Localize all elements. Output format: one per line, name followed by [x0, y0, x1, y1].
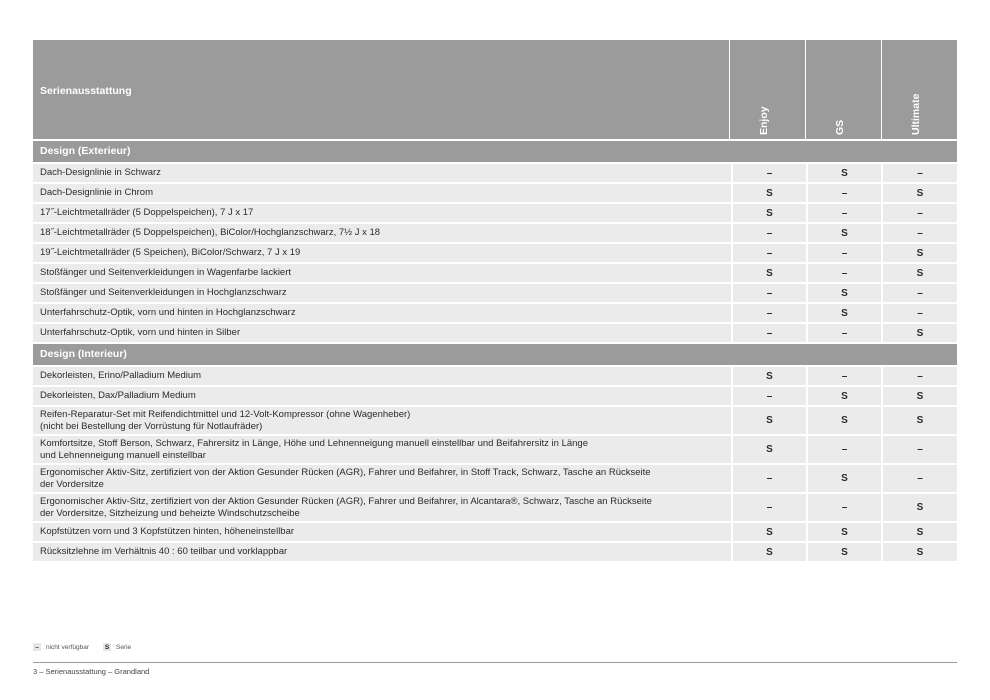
page-footer: 3 – Serienausstattung – Grandland — [33, 667, 150, 676]
row-label: 17˝-Leichtmetallräder (5 Doppelspeichen), 7 J x 17 — [33, 204, 731, 222]
value-gs: – — [808, 436, 881, 463]
row-label — [33, 407, 731, 434]
row-label: Unterfahrschutz-Optik, vorn und hinten in Hochglanzschwarz — [33, 304, 731, 322]
table-title: Serienausstattung — [40, 85, 132, 97]
table-header — [33, 40, 957, 139]
legend-item-unavailable — [33, 643, 89, 651]
value-gs: S — [808, 543, 881, 561]
value-gs: – — [808, 264, 881, 282]
row-label: Unterfahrschutz-Optik, vorn und hinten in Silber — [33, 324, 731, 342]
table-row — [33, 324, 957, 342]
column-ultimate — [881, 40, 957, 139]
value-ultimate: – — [883, 304, 957, 322]
value-ultimate: S — [883, 407, 957, 434]
table-row — [33, 164, 957, 182]
legend-item-standard — [103, 643, 131, 651]
row-label — [33, 436, 731, 463]
dash-symbol: – — [33, 643, 41, 651]
row-label: 19˝-Leichtmetallräder (5 Speichen), BiColor/Schwarz, 7 J x 19 — [33, 244, 731, 262]
value-enjoy: S — [733, 264, 806, 282]
row-label: Dekorleisten, Erino/Palladium Medium — [33, 367, 731, 385]
value-gs: – — [808, 324, 881, 342]
row-label: Stoßfänger und Seitenverkleidungen in Wagenfarbe lackiert — [33, 264, 731, 282]
value-gs: S — [808, 224, 881, 242]
value-gs: S — [808, 465, 881, 492]
value-gs: – — [808, 204, 881, 222]
value-enjoy: S — [733, 367, 806, 385]
value-ultimate: S — [883, 494, 957, 521]
row-label-line: der Vordersitze, Sitzheizung und beheizte Windschutzscheibe — [40, 507, 300, 519]
value-ultimate: – — [883, 436, 957, 463]
column-enjoy — [729, 40, 805, 139]
value-enjoy: – — [733, 164, 806, 182]
legend — [33, 643, 145, 651]
value-enjoy: – — [733, 244, 806, 262]
value-ultimate: S — [883, 244, 957, 262]
table-row — [33, 407, 957, 434]
s-symbol: S — [104, 643, 110, 651]
value-enjoy: – — [733, 304, 806, 322]
footer-divider — [33, 662, 957, 663]
value-gs: – — [808, 244, 881, 262]
table-row — [33, 367, 957, 385]
row-label: 18˝-Leichtmetallräder (5 Doppelspeichen), BiColor/Hochglanzschwarz, 7½ J x 18 — [33, 224, 731, 242]
value-enjoy: S — [733, 436, 806, 463]
value-ultimate: – — [883, 367, 957, 385]
value-enjoy: – — [733, 284, 806, 302]
table-row — [33, 387, 957, 405]
value-enjoy: S — [733, 407, 806, 434]
value-ultimate: S — [883, 543, 957, 561]
table-row — [33, 284, 957, 302]
column-label: Ultimate — [910, 93, 923, 135]
value-gs: S — [808, 284, 881, 302]
legend-text: Serie — [116, 643, 132, 651]
row-label-line: Komfortsitze, Stoff Berson, Schwarz, Fahrersitz in Länge, Höhe und Lehnenneigung manuell einstellbar und Beifahrersitz in Länge — [40, 438, 588, 449]
value-ultimate: S — [883, 324, 957, 342]
value-ultimate: S — [883, 523, 957, 541]
value-enjoy: S — [733, 184, 806, 202]
row-label-line: der Vordersitze — [40, 478, 104, 490]
value-ultimate: S — [883, 387, 957, 405]
row-label: Dekorleisten, Dax/Palladium Medium — [33, 387, 731, 405]
row-label-line: (nicht bei Bestellung der Vorrüstung für Notlaufräder) — [40, 420, 263, 432]
row-label-line: Ergonomischer Aktiv-Sitz, zertifiziert von der Aktion Gesunder Rücken (AGR), Fahrer und Beifahrer, in Alcantara®, Schwarz, Tasche an Rückseite — [40, 496, 652, 507]
value-enjoy: – — [733, 387, 806, 405]
value-gs: S — [808, 387, 881, 405]
legend-text: nicht verfügbar — [46, 643, 89, 651]
equipment-table — [33, 40, 957, 561]
table-row — [33, 304, 957, 322]
value-gs: S — [808, 407, 881, 434]
row-label: Dach-Designlinie in Schwarz — [33, 164, 731, 182]
table-row — [33, 204, 957, 222]
value-gs: S — [808, 523, 881, 541]
value-enjoy: S — [733, 204, 806, 222]
row-label-line: und Lehnenneigung manuell einstellbar — [40, 449, 206, 461]
value-ultimate: – — [883, 204, 957, 222]
value-enjoy: – — [733, 465, 806, 492]
row-label-line: Ergonomischer Aktiv-Sitz, zertifiziert von der Aktion Gesunder Rücken (AGR), Fahrer und Beifahrer, in Stoff Track, Schwarz, Tasche an Rückseite — [40, 467, 651, 478]
value-ultimate: S — [883, 184, 957, 202]
row-label: Rücksitzlehne im Verhältnis 40 : 60 teilbar und vorklappbar — [33, 543, 731, 561]
row-label — [33, 465, 731, 492]
column-label: Enjoy — [758, 106, 771, 135]
row-label-line: Reifen-Reparatur-Set mit Reifendichtmittel und 12-Volt-Kompressor (ohne Wagenheber) — [40, 409, 411, 420]
column-label: GS — [834, 119, 847, 135]
value-enjoy: S — [733, 543, 806, 561]
value-ultimate: – — [883, 465, 957, 492]
table-row — [33, 494, 957, 521]
value-gs: – — [808, 494, 881, 521]
value-enjoy: S — [733, 523, 806, 541]
column-gs — [805, 40, 881, 139]
value-ultimate: S — [883, 264, 957, 282]
table-row — [33, 264, 957, 282]
section-header: Design (Interieur) — [33, 344, 957, 365]
table-row — [33, 224, 957, 242]
value-ultimate: – — [883, 164, 957, 182]
table-row — [33, 244, 957, 262]
table-row — [33, 184, 957, 202]
value-gs: S — [808, 304, 881, 322]
value-gs: – — [808, 367, 881, 385]
value-gs: S — [808, 164, 881, 182]
value-ultimate: – — [883, 224, 957, 242]
value-enjoy: – — [733, 224, 806, 242]
table-row — [33, 543, 957, 561]
row-label: Stoßfänger und Seitenverkleidungen in Hochglanzschwarz — [33, 284, 731, 302]
table-row — [33, 465, 957, 492]
value-ultimate: – — [883, 284, 957, 302]
value-enjoy: – — [733, 494, 806, 521]
section-header: Design (Exterieur) — [33, 141, 957, 162]
value-enjoy: – — [733, 324, 806, 342]
value-gs: – — [808, 184, 881, 202]
table-row — [33, 436, 957, 463]
table-row — [33, 523, 957, 541]
row-label: Dach-Designlinie in Chrom — [33, 184, 731, 202]
row-label: Kopfstützen vorn und 3 Kopfstützen hinten, höheneinstellbar — [33, 523, 731, 541]
row-label — [33, 494, 731, 521]
